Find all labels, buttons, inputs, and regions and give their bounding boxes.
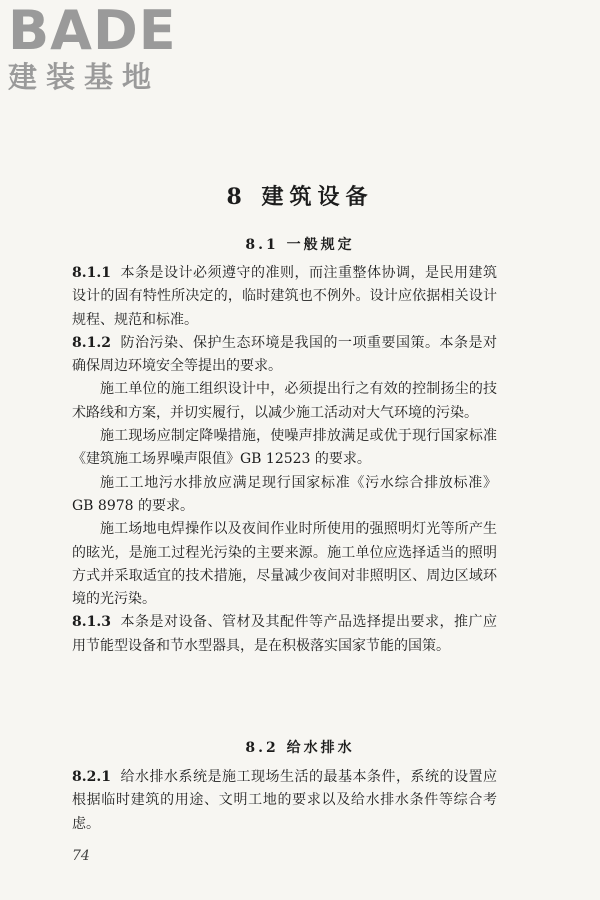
section-title-8-2: 8.2 给水排水 bbox=[245, 740, 355, 756]
clause-number: 8.1.1 bbox=[72, 265, 111, 281]
paragraph-dust-control: 施工单位的施工组织设计中，必须提出行之有效的控制扬尘的技术路线和方案，并切实履行，以减少施工活动对大气环境的污染。 bbox=[72, 381, 497, 421]
paragraph-text: 给水排水系统是施工现场生活的最基本条件，系统的设置应根据临时建筑的用途、文明工地的要求以及给水排水条件等综合考虑。 bbox=[72, 769, 497, 832]
section-8-2-body bbox=[72, 766, 497, 836]
paragraph-8-1-2 bbox=[72, 332, 497, 379]
paragraph-text: 本条是设计必须遵守的准则，而注重整体协调，是民用建筑设计的固有特性所决定的，临时建筑也不例外。设计应依据相关设计规程、规范和标准。 bbox=[72, 265, 497, 328]
section-8-1-body bbox=[72, 262, 497, 658]
clause-number: 8.1.2 bbox=[72, 334, 111, 351]
paragraph-light-pollution: 施工场地电焊操作以及夜间作业时所使用的强照明灯光等所产生的眩光，是施工过程光污染的主要来源。施工单位应选择适当的照明方式并采取适宜的技术措施，尽量减少夜间对非照明区、周边区域环境的光污染。 bbox=[72, 521, 497, 608]
page-number: 74 bbox=[72, 848, 90, 864]
paragraph-sewage-discharge: 施工工地污水排放应满足现行国家标准《污水综合排放标准》GB 8978 的要求。 bbox=[72, 474, 497, 514]
paragraph-8-2-1 bbox=[72, 766, 497, 836]
clause-number: 8.2.1 bbox=[72, 769, 111, 785]
watermark-subtitle: 建装基地 bbox=[8, 60, 161, 94]
clause-number: 8.1.3 bbox=[72, 614, 111, 631]
paragraph-text: 本条是对设备、管材及其配件等产品选择提出要求，推广应用节能型设备和节水型器具，是在积极落实国家节能的国策。 bbox=[72, 614, 497, 654]
paragraph-noise-control: 施工现场应制定降噪措施，使噪声排放满足或优于现行国家标准《建筑施工场界噪声限值》GB 12523 的要求。 bbox=[72, 428, 497, 468]
section-title-8-1: 8.1 一般规定 bbox=[245, 237, 355, 253]
paragraph-8-1-3 bbox=[72, 611, 497, 658]
watermark-logo bbox=[8, 0, 178, 94]
paragraph-text: 防治污染、保护生态环境是我国的一项重要国策。本条是对确保周边环境安全等提出的要求。 bbox=[72, 334, 497, 375]
paragraph-8-1-1 bbox=[72, 262, 497, 332]
watermark-brand: BADE bbox=[8, 0, 177, 62]
chapter-title: 8 建筑设备 bbox=[226, 184, 374, 210]
